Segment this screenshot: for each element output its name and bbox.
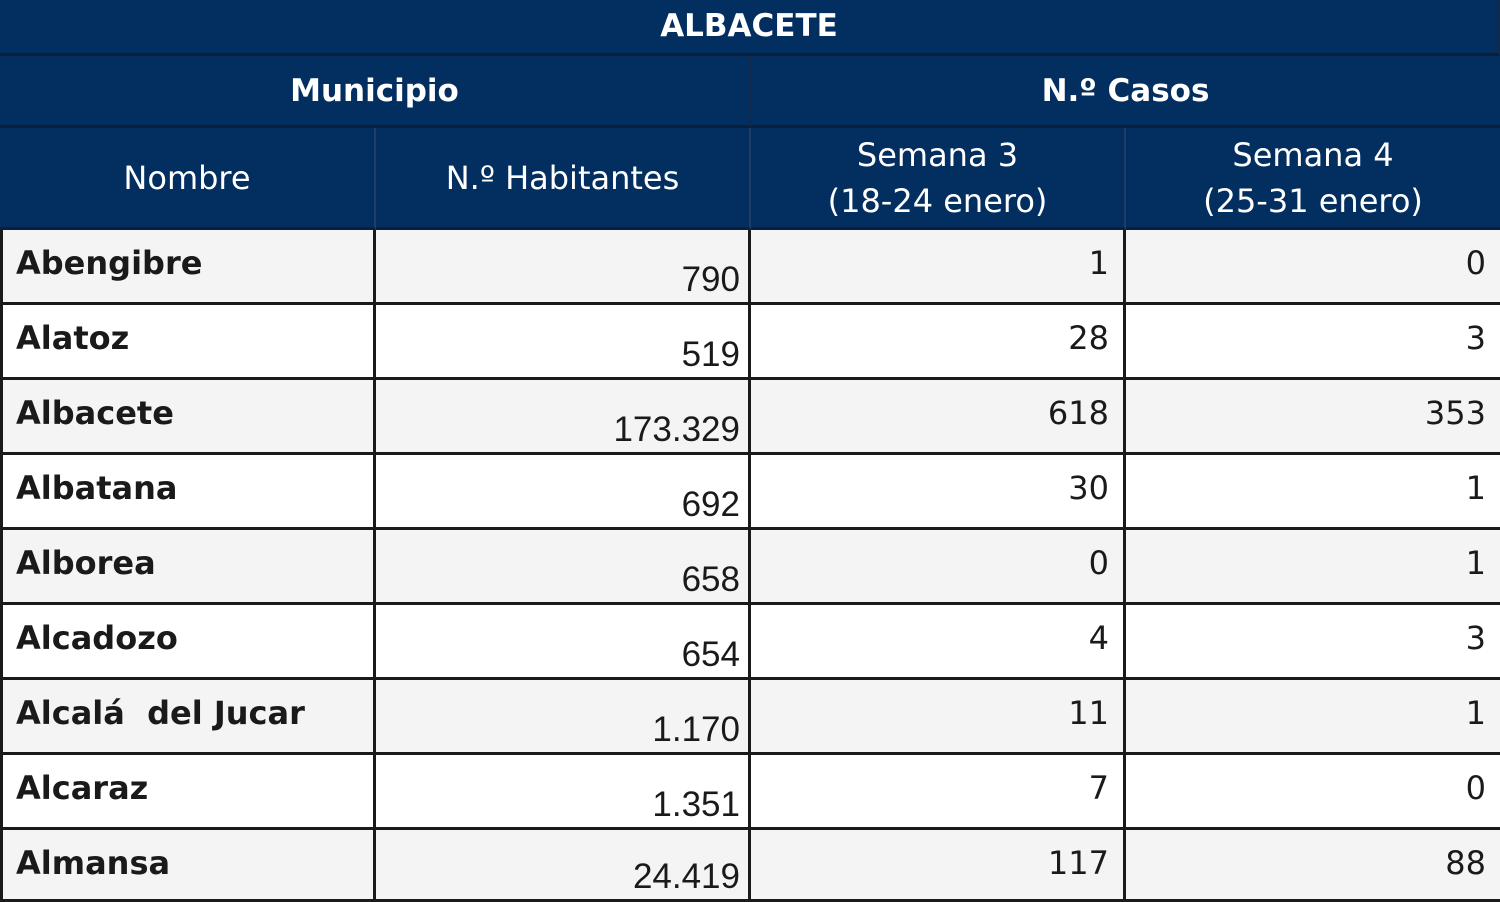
- semana4-cases-cell: 0: [1126, 755, 1500, 830]
- habitantes-cell: 790: [376, 230, 751, 305]
- group-header-municipio: Municipio: [0, 56, 751, 128]
- semana4-cases-cell: 88: [1126, 830, 1500, 902]
- semana3-cases-cell: 4: [751, 605, 1126, 680]
- group-header-casos: N.º Casos: [751, 56, 1500, 128]
- semana3-cases-cell: 117: [751, 830, 1126, 902]
- municipio-name-cell: Almansa: [0, 830, 376, 902]
- municipio-name-cell: Alcaraz: [0, 755, 376, 830]
- semana3-cases-cell: 11: [751, 680, 1126, 755]
- habitantes-cell: 24.419: [376, 830, 751, 902]
- habitantes-cell: 519: [376, 305, 751, 380]
- habitantes-cell: 658: [376, 530, 751, 605]
- semana4-cases-cell: 3: [1126, 305, 1500, 380]
- municipio-name-cell: Albacete: [0, 380, 376, 455]
- semana4-cases-cell: 0: [1126, 230, 1500, 305]
- semana3-cases-cell: 1: [751, 230, 1126, 305]
- municipio-name-cell: Alcadozo: [0, 605, 376, 680]
- municipio-name-cell: Abengibre: [0, 230, 376, 305]
- habitantes-cell: 1.170: [376, 680, 751, 755]
- column-header-semana4: Semana 4 (25-31 enero): [1126, 128, 1500, 230]
- table-title: ALBACETE: [0, 0, 1500, 56]
- column-header-nombre: Nombre: [0, 128, 376, 230]
- semana4-cases-cell: 1: [1126, 455, 1500, 530]
- semana4-cases-cell: 1: [1126, 530, 1500, 605]
- semana4-cases-cell: 1: [1126, 680, 1500, 755]
- semana3-cases-cell: 618: [751, 380, 1126, 455]
- habitantes-cell: 1.351: [376, 755, 751, 830]
- semana3-cases-cell: 7: [751, 755, 1126, 830]
- column-header-semana3: Semana 3 (18-24 enero): [751, 128, 1126, 230]
- semana3-cases-cell: 30: [751, 455, 1126, 530]
- semana3-cases-cell: 28: [751, 305, 1126, 380]
- municipio-name-cell: Albatana: [0, 455, 376, 530]
- habitantes-cell: 654: [376, 605, 751, 680]
- semana4-cases-cell: 3: [1126, 605, 1500, 680]
- column-header-habitantes: N.º Habitantes: [376, 128, 751, 230]
- semana3-cases-cell: 0: [751, 530, 1126, 605]
- semana4-cases-cell: 353: [1126, 380, 1500, 455]
- municipio-name-cell: Alborea: [0, 530, 376, 605]
- municipio-name-cell: Alatoz: [0, 305, 376, 380]
- habitantes-cell: 173.329: [376, 380, 751, 455]
- municipio-name-cell: Alcalá del Jucar: [0, 680, 376, 755]
- habitantes-cell: 692: [376, 455, 751, 530]
